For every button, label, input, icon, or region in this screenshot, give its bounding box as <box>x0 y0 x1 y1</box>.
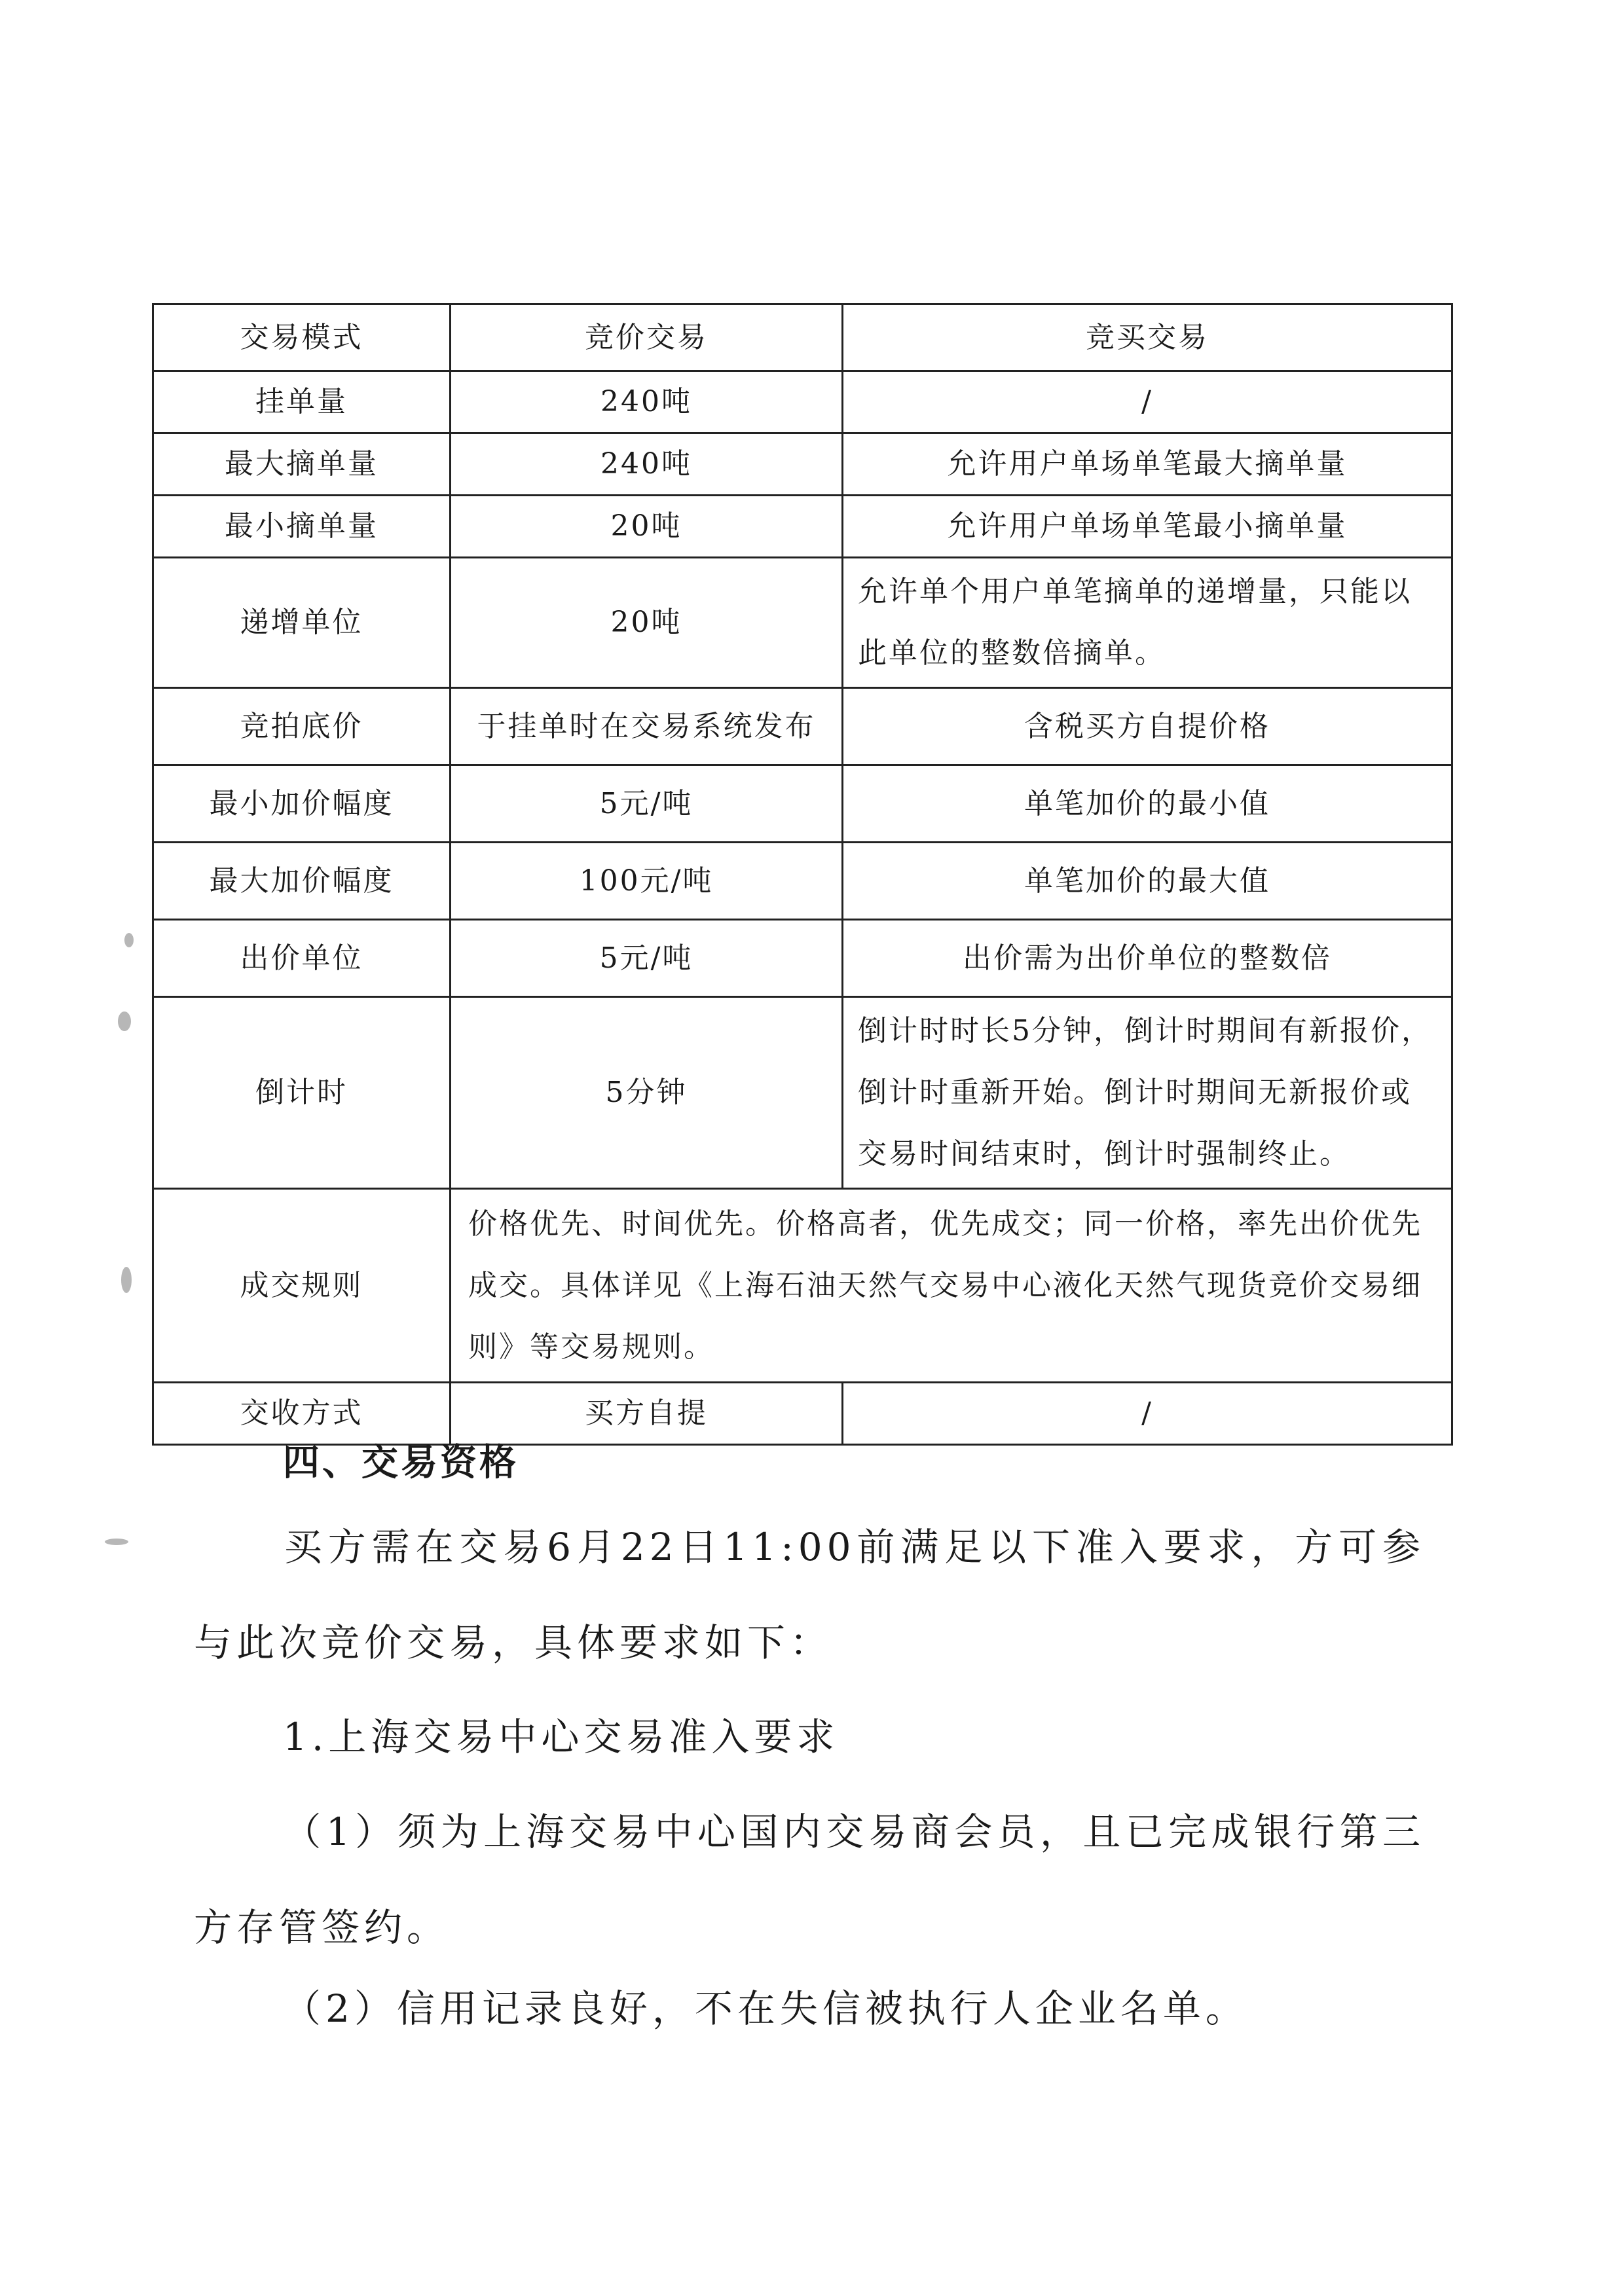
row-value: 240吨 <box>451 433 843 496</box>
row-value: 5分钟 <box>451 997 843 1189</box>
paragraph-item-1-2 <box>194 1961 1425 2056</box>
row-label: 竞拍底价 <box>153 688 451 765</box>
row-label: 最大摘单量 <box>153 433 451 496</box>
header-auction: 竞价交易 <box>451 304 843 371</box>
row-label: 交收方式 <box>153 1383 451 1445</box>
row-note: 允许单个用户单笔摘单的递增量，只能以此单位的整数倍摘单。 <box>843 558 1452 688</box>
table-row <box>153 558 1452 688</box>
table-row <box>153 688 1452 765</box>
scan-artifact <box>124 933 134 947</box>
table-row <box>153 496 1452 558</box>
scan-artifact <box>121 1267 132 1293</box>
row-value: 5元/吨 <box>451 765 843 843</box>
row-note: 单笔加价的最大值 <box>843 843 1452 920</box>
header-bidding: 竞买交易 <box>843 304 1452 371</box>
row-merged-rule: 价格优先、时间优先。价格高者，优先成交；同一价格，率先出价优先成交。具体详见《上海石油天然气交易中心液化天然气现货竞价交易细则》等交易规则。 <box>451 1189 1452 1383</box>
paragraph-text: （1）须为上海交易中心国内交易商会员，且已完成银行第三方存管签约。 <box>194 1810 1425 1950</box>
row-note: / <box>843 371 1452 433</box>
row-label: 倒计时 <box>153 997 451 1189</box>
row-value: 240吨 <box>451 371 843 433</box>
row-note: 允许用户单场单笔最大摘单量 <box>843 433 1452 496</box>
section-heading: 四、交易资格 <box>283 1442 519 1484</box>
row-label: 递增单位 <box>153 558 451 688</box>
row-note: 单笔加价的最小值 <box>843 765 1452 843</box>
paragraph-text: 买方需在交易6月22日11:00前满足以下准入要求，方可参与此次竞价交易，具体要求如下： <box>194 1525 1425 1665</box>
row-label: 成交规则 <box>153 1189 451 1383</box>
row-value: 20吨 <box>451 496 843 558</box>
paragraph-text: 1.上海交易中心交易准入要求 <box>283 1715 840 1759</box>
table-row <box>153 997 1452 1189</box>
paragraph-item-1 <box>194 1689 1425 1785</box>
row-label: 最大加价幅度 <box>153 843 451 920</box>
scan-artifact <box>105 1539 128 1545</box>
header-mode: 交易模式 <box>153 304 451 371</box>
paragraph-text: （2）信用记录良好，不在失信被执行人企业名单。 <box>283 1986 1248 2031</box>
row-label: 最小摘单量 <box>153 496 451 558</box>
row-note: 出价需为出价单位的整数倍 <box>843 920 1452 997</box>
row-note: / <box>843 1383 1452 1445</box>
row-label: 出价单位 <box>153 920 451 997</box>
table-row <box>153 1189 1452 1383</box>
paragraph-item-1-1 <box>194 1784 1425 1975</box>
row-label: 挂单量 <box>153 371 451 433</box>
row-value: 于挂单时在交易系统发布 <box>451 688 843 765</box>
row-value: 5元/吨 <box>451 920 843 997</box>
row-label: 最小加价幅度 <box>153 765 451 843</box>
scan-artifact <box>118 1011 131 1031</box>
table-row <box>153 433 1452 496</box>
table-row <box>153 920 1452 997</box>
paragraph-requirements-intro <box>194 1499 1425 1690</box>
row-value: 20吨 <box>451 558 843 688</box>
row-note: 含税买方自提价格 <box>843 688 1452 765</box>
trading-spec-table <box>152 303 1453 1446</box>
row-note: 允许用户单场单笔最小摘单量 <box>843 496 1452 558</box>
table-row <box>153 765 1452 843</box>
table-header-row <box>153 304 1452 371</box>
row-value: 100元/吨 <box>451 843 843 920</box>
row-note: 倒计时时长5分钟，倒计时期间有新报价，倒计时重新开始。倒计时期间无新报价或交易时间结束时，倒计时强制终止。 <box>843 997 1452 1189</box>
table-row <box>153 843 1452 920</box>
row-value: 买方自提 <box>451 1383 843 1445</box>
table-row <box>153 371 1452 433</box>
